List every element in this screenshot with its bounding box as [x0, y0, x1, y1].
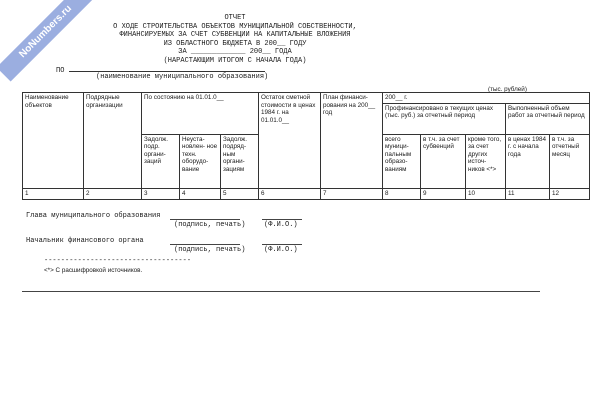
report-table	[22, 92, 590, 200]
footnote-rule: -----------------------------------	[44, 257, 192, 265]
column-number: 3	[142, 188, 180, 199]
name-caption: (Ф.И.О.)	[264, 246, 298, 254]
signature-caption: (подпись, печать)	[174, 221, 246, 229]
header-work-volume: Выполненный объем работ за отчетный период	[506, 103, 590, 134]
header-state-sub: Задолж. подряд- ным органи- зациям	[221, 134, 259, 188]
header-financed: Профинансировано в текущих ценах (тыс. руб.) за отчетный период	[383, 103, 506, 134]
header-state-date: По состоянию на 01.01.0__	[142, 93, 259, 135]
title-line: ФИНАНСИРУЕМЫХ ЗА СЧЕТ СУБВЕНЦИИ НА КАПИТАЛЬНЫЕ ВЛОЖЕНИЯ	[119, 31, 351, 40]
column-number: 8	[383, 188, 421, 199]
header-work-sub: в ценах 1984 г. с начала года	[506, 134, 550, 188]
signature-blank	[170, 244, 240, 245]
header-name: Наименование объектов	[23, 93, 84, 189]
column-number: 11	[506, 188, 550, 199]
header-financed-sub: кроме того, за счет других источ- ников <*>	[466, 134, 506, 188]
municipality-blank	[69, 64, 265, 72]
column-number: 2	[84, 188, 142, 199]
header-balance: Остаток сметной стоимости в ценах 1984 г. на 01.01.0__	[259, 93, 321, 189]
units-label: (тыс. рублей)	[488, 86, 527, 93]
column-number: 9	[421, 188, 466, 199]
page-bottom-rule	[22, 291, 540, 292]
watermark-logo: NoNumbers.ru	[0, 0, 95, 81]
report-title	[0, 14, 470, 66]
header-year: 200__ г.	[383, 93, 590, 104]
header-contractors: Подрядные организации	[84, 93, 142, 189]
signature-blank	[170, 219, 240, 220]
column-number: 6	[259, 188, 321, 199]
po-label: ПО	[56, 67, 65, 75]
municipality-caption: (наименование муниципального образования)	[96, 73, 269, 81]
header-financed-sub: в т.ч. за счет субвенций	[421, 134, 466, 188]
column-number: 10	[466, 188, 506, 199]
column-number: 12	[550, 188, 590, 199]
column-number: 4	[180, 188, 221, 199]
title-line: ИЗ ОБЛАСТНОГО БЮДЖЕТА В 200__ ГОДУ	[163, 39, 307, 48]
title-line: (НАРАСТАЮЩИМ ИТОГОМ С НАЧАЛА ГОДА)	[163, 56, 307, 65]
title-line: О ХОДЕ СТРОИТЕЛЬСТВА ОБЪЕКТОВ МУНИЦИПАЛЬНОЙ СОБСТВЕННОСТИ,	[113, 22, 357, 31]
signature-role: Глава муниципального образования	[26, 212, 161, 220]
header-plan: План финанси- рования на 200__ год	[321, 93, 383, 189]
name-blank	[262, 219, 302, 220]
header-work-sub: в т.ч. за отчетный месяц	[550, 134, 590, 188]
header-state-sub: Неуста- новлен- ное техн. оборудо- вание	[180, 134, 221, 188]
title-line: ОТЧЕТ	[224, 14, 246, 22]
footnote: <*> С расшифровкой источников.	[44, 267, 143, 274]
name-caption: (Ф.И.О.)	[264, 221, 298, 229]
column-number: 1	[23, 188, 84, 199]
name-blank	[262, 244, 302, 245]
title-line: ЗА _____________ 200__ ГОДА	[178, 48, 292, 57]
signature-caption: (подпись, печать)	[174, 246, 246, 254]
signature-role: Начальник финансового органа	[26, 237, 144, 245]
header-state-sub: Задолж. подр. органи- заций	[142, 134, 180, 188]
column-number: 7	[321, 188, 383, 199]
column-number: 5	[221, 188, 259, 199]
header-financed-sub: всего муници- пальным образо- ваниям	[383, 134, 421, 188]
